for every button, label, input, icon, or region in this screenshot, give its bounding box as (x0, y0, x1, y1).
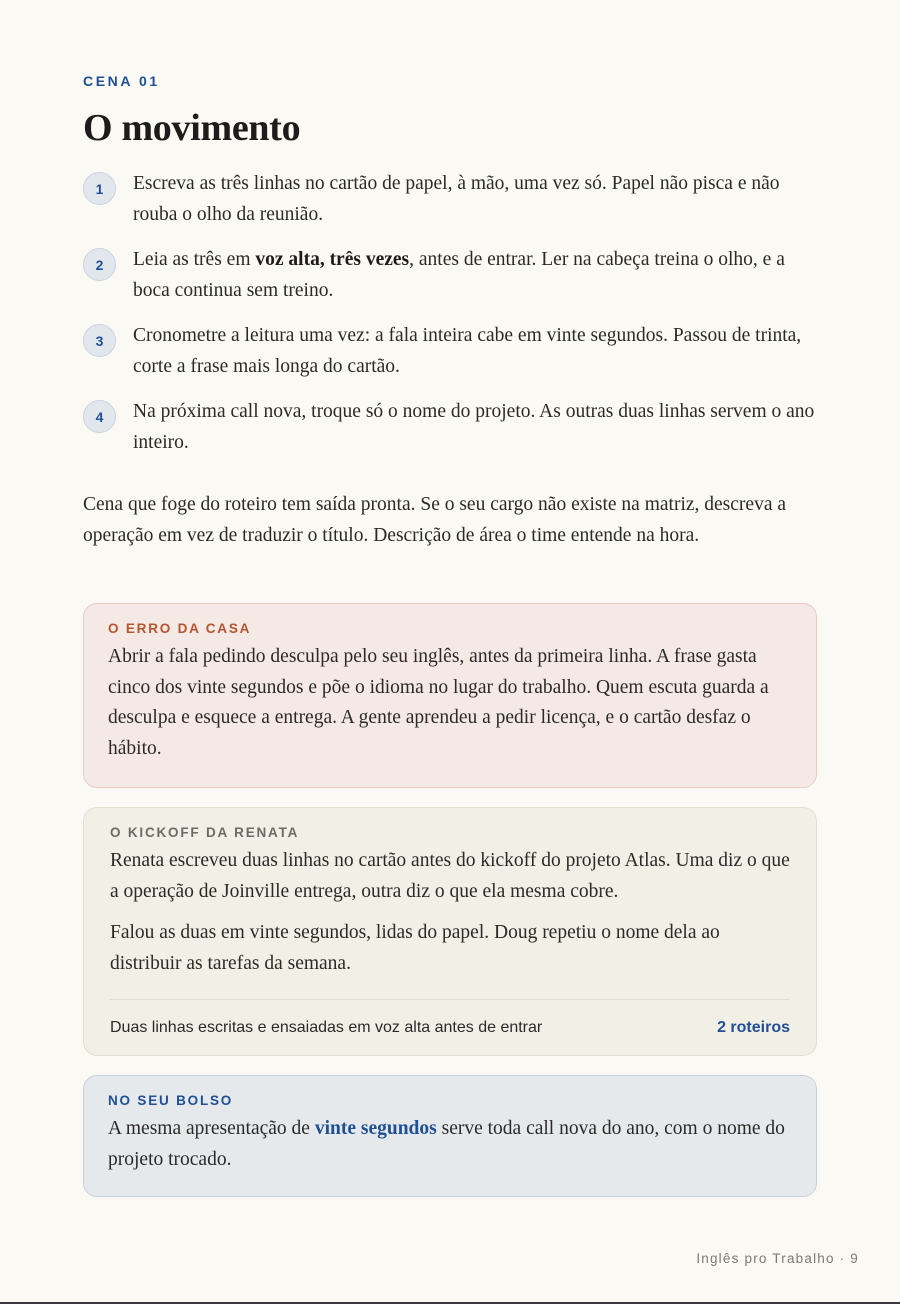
step-emphasis: voz alta, três vezes (255, 249, 410, 270)
body-paragraph: Cena que foge do roteiro tem saída pronta. Se o seu cargo não existe na matriz, descreva a operação em vez de traduzir o título. Descrição de área o time entende na hora. (83, 494, 786, 546)
case-study-summary: Duas linhas escritas e ensaiadas em voz alta antes de entrar (110, 1018, 543, 1036)
callout-body: Falou as duas em vinte segundos, lidas do papel. Doug repetiu o nome dela ao distribuir as tarefas da semana. (110, 922, 720, 974)
case-study-footer (110, 999, 790, 1055)
step-number-badge: 2 (83, 248, 116, 281)
step-text: Leia as três em voz alta, três vezes, antes de entrar. Ler na cabeça treina o olho, e a boca continua sem treino. (133, 249, 785, 301)
steps-list (83, 169, 817, 473)
step-text: Escreva as três linhas no cartão de papel, à mão, uma vez só. Papel não pisca e não rouba o olho da reunião. (133, 173, 780, 225)
step-number-badge: 4 (83, 400, 116, 433)
step-number-badge: 3 (83, 324, 116, 357)
callout-label: O KICKOFF DA RENATA (110, 825, 300, 840)
callout-body: Renata escreveu duas linhas no cartão antes do kickoff do projeto Atlas. Uma diz o que a operação de Joinville entrega, outra diz o que ela mesma cobre. (110, 850, 790, 902)
step-text: Cronometre a leitura uma vez: a fala inteira cabe em vinte segundos. Passou de trinta, corte a frase mais longa do cartão. (133, 325, 802, 377)
callout-body: A mesma apresentação de vinte segundos serve toda call nova do ano, com o nome do projeto trocado. (108, 1118, 785, 1170)
callout-label: O ERRO DA CASA (108, 621, 252, 636)
takeaway-highlight: vinte segundos (314, 1118, 437, 1139)
page-title: O movimento (83, 107, 301, 149)
step-number-badge: 1 (83, 172, 116, 205)
case-study-count: 2 roteiros (717, 1018, 790, 1036)
step-item (83, 397, 817, 458)
step-item (83, 245, 817, 306)
step-text: Na próxima call nova, troque só o nome do projeto. As outras duas linhas servem o ano inteiro. (133, 401, 815, 453)
scene-eyebrow: CENA 01 (83, 73, 160, 89)
callout-body: Abrir a fala pedindo desculpa pelo seu inglês, antes da primeira linha. A frase gasta cinco dos vinte segundos e põe o idioma no lugar do trabalho. Quem escuta guarda a desculpa e esquece a entrega. A gente aprendeu a pedir licença, e o cartão desfaz o hábito. (108, 646, 769, 759)
callout-label: NO SEU BOLSO (108, 1093, 234, 1108)
page-footer-label: Inglês pro Trabalho · 9 (696, 1251, 859, 1266)
takeaway-callout (83, 1075, 817, 1197)
step-item (83, 169, 817, 230)
step-item (83, 321, 817, 382)
common-mistake-callout (83, 603, 817, 788)
case-study-callout (83, 807, 817, 1056)
